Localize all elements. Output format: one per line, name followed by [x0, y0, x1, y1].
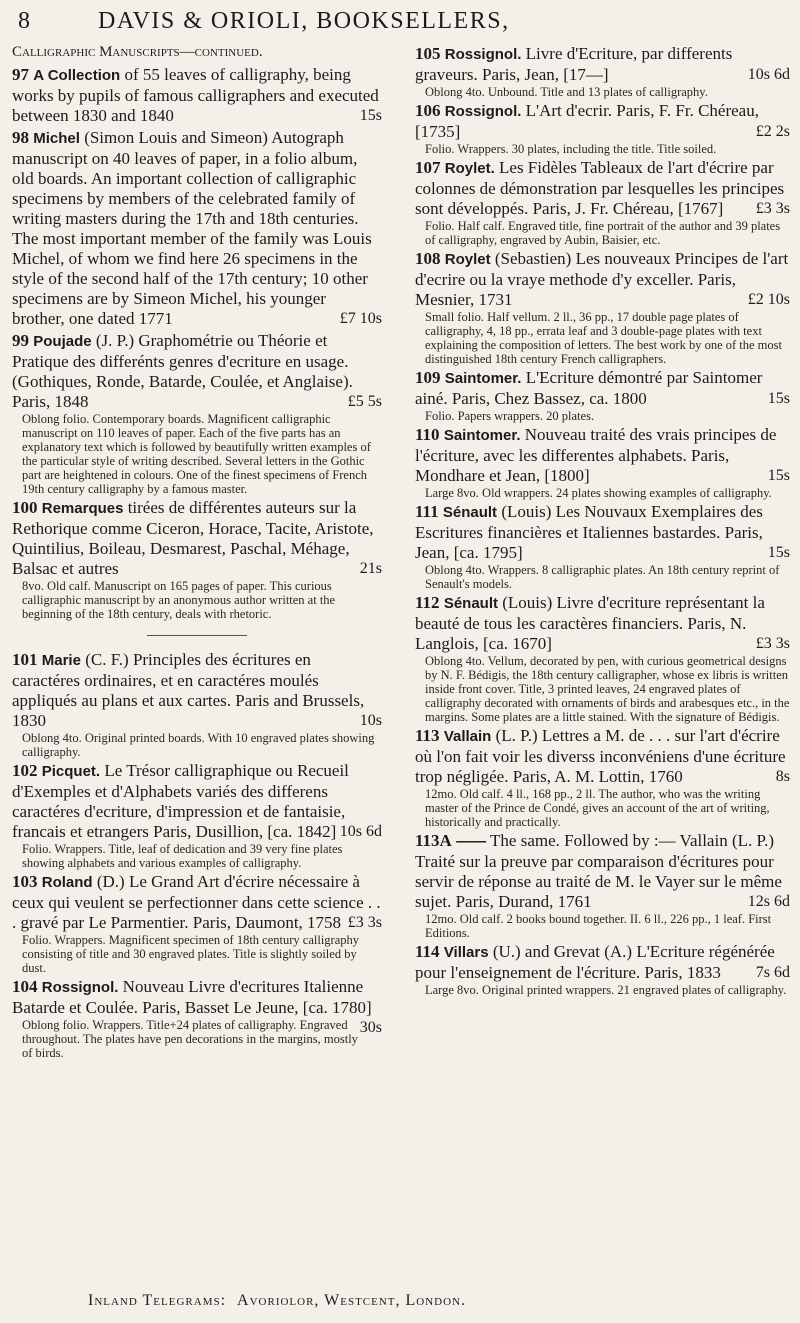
right-column: [415, 44, 790, 999]
catalogue-entry: [12, 872, 382, 975]
entry-lead: [12, 65, 382, 126]
footer-value: Avoriolor, Westcent, London.: [237, 1292, 467, 1309]
entry-price: 15s: [359, 107, 382, 124]
entry-description: 12mo. Old calf. 4 ll., 168 pp., 2 ll. The author, who was the writing master of the Prince de Condé, gives an account of the art of writing, historically and practically.: [425, 787, 770, 829]
entry-description: Oblong 4to. Unbound. Title and 13 plates of calligraphy.: [425, 85, 708, 99]
entry-price: £2 2s: [755, 123, 790, 140]
entry-title: (Louis) Les Nouvaux Exemplaires des Escritures financières et Italiennes bastardes. Paris, Jean, [ca. 1795]: [415, 502, 763, 562]
catalogue-entry: [12, 331, 382, 496]
entry-description: 12mo. Old calf. 2 books bound together. II. 6 ll., 226 pp., 1 leaf. First Editions.: [425, 912, 772, 940]
section-heading: Calligraphic Manuscripts—continued.: [12, 44, 263, 60]
entry-price: 7s 6d: [755, 964, 790, 981]
entry-number: 105: [415, 44, 441, 63]
entry-author: Rossignol.: [444, 103, 522, 120]
entry-number: 103: [12, 872, 38, 891]
catalogue-entry: [415, 831, 790, 940]
entry-description: 8vo. Old calf. Manuscript on 165 pages of paper. This curious calligraphic manuscript by an anonymous author written at the beginning of the 18th century, deals with rhetoric.: [22, 579, 336, 621]
entry-number: 111: [415, 502, 439, 521]
entry-description: Small folio. Half vellum. 2 ll., 36 pp., 17 double page plates of calligraphy, 4, 18 pp., errata leaf and 3 double-page plates with text explaining the composition of letters. The best work by one of the most distinguished 18th century French calligraphers.: [425, 310, 782, 366]
entry-author: Vallain: [443, 728, 492, 745]
running-title: DAVIS & ORIOLI, BOOKSELLERS,: [98, 8, 510, 34]
entry-price: £3 3s: [347, 914, 382, 931]
entry-number: 114: [415, 942, 440, 961]
entry-title: tirées de différentes auteurs sur la Rethorique comme Ciceron, Horace, Tacite, Aristote, Quintilius, Boileau, Desmarest, Paschal, Méhage, Balsac et autres: [12, 498, 374, 578]
entry-author: Roland: [41, 874, 93, 891]
entry-description: Oblong 4to. Wrappers. 8 calligraphic plates. An 18th century reprint of Senault's models.: [425, 563, 780, 591]
entry-description: Large 8vo. Original printed wrappers. 21 engraved plates of calligraphy.: [425, 983, 787, 997]
entry-description: Folio. Wrappers. 30 plates, including the title. Title soiled.: [425, 142, 717, 156]
catalogue-entry: [415, 425, 790, 500]
entry-title: Nouveau traité des vrais principes de l'écriture, avec les differentes alphabets. Paris, Mondhare et Jean, [1800]: [415, 425, 777, 485]
entry-lead: [12, 128, 382, 329]
catalogue-entry: [415, 368, 790, 423]
catalogue-entry: [415, 593, 790, 724]
entry-number: 102: [12, 761, 38, 780]
entry-title: (C. F.) Principles des écritures en caractéres ordinaires, et en caractéres moulés appliqués au plans et aux cartes. Paris and Brussels, 1830: [12, 650, 365, 730]
entry-author: Villars: [443, 944, 489, 961]
catalogue-entry: [415, 726, 790, 829]
entry-title: Les Fidèles Tableaux de l'art d'écrire par colonnes de démonstration par lesquelles les principes sont développés. Paris, J. Fr. Chéreau, [1767]: [415, 158, 785, 218]
entry-lead: [12, 331, 382, 412]
left-entries: [12, 65, 382, 1060]
entry-author: A Collection: [33, 67, 121, 84]
entry-description: Large 8vo. Old wrappers. 24 plates showing examples of calligraphy.: [425, 486, 772, 500]
entry-title: (Simon Louis and Simeon) Autograph manuscript on 40 leaves of paper, in a folio album, old boards. An important collection of calligraphic specimens by members of the celebrated family of writing masters during the 17th and 18th centuries. The most important member of the family was Louis Michel, of whom we find here 26 specimens in the style of the second half of the 17th century; 10 other specimens are by Simeon Michel, his younger brother, one dated 1771: [12, 128, 372, 328]
catalogue-entry: [12, 761, 382, 870]
footer-label: Inland Telegrams:: [88, 1292, 227, 1309]
entry-title: (Sebastien) Les nouveaux Principes de l'art d'ecrire ou la vraye methode d'y exceller. Paris, Mesnier, 1731: [415, 249, 789, 309]
catalogue-entry: [12, 65, 382, 126]
left-column: [12, 44, 382, 1062]
entry-number: 112: [415, 593, 440, 612]
entry-number: 109: [415, 368, 441, 387]
entry-lead: [12, 977, 382, 1036]
entry-lead: [415, 831, 790, 912]
entry-author: Roylet: [444, 251, 491, 268]
entry-author: ——: [456, 833, 487, 850]
entry-price: 8s: [775, 768, 790, 785]
entry-lead: [12, 761, 382, 842]
entry-author: Roylet.: [444, 160, 495, 177]
entry-author: Picquet.: [41, 763, 101, 780]
entry-author: Michel: [33, 130, 80, 147]
entry-title: (U.) and Grevat (A.) L'Ecriture régénérée pour l'enseignement de l'écriture. Paris, 1833: [415, 942, 775, 982]
entry-author: Sénault: [442, 504, 498, 521]
entry-author: Saintomer.: [443, 427, 521, 444]
entry-title: (J. P.) Graphométrie ou Théorie et Pratique des differénts genres d'ecriture en usage. (Gothiques, Ronde, Batarde, Coulée, et Anglaise). Paris, 1848: [12, 331, 353, 411]
entry-price: 21s: [359, 560, 382, 577]
entry-price: 15s: [767, 544, 790, 561]
entry-lead: [12, 498, 382, 579]
entry-lead: [415, 942, 790, 983]
entry-author: Poujade: [33, 333, 92, 350]
entry-lead: [415, 44, 790, 85]
entry-price: £5 5s: [347, 393, 382, 410]
entry-description: Folio. Papers wrappers. 20 plates.: [425, 409, 595, 423]
catalogue-entry: [12, 650, 382, 759]
catalogue-entry: [415, 44, 790, 99]
entry-title: (D.) Le Grand Art d'écrire nécessaire à ceux qui veulent se perfectionner dans cette science . . . gravé par Le Parmentier. Paris, Daumont, 1758: [12, 872, 381, 932]
entry-number: 99: [12, 331, 29, 350]
catalogue-entry: [415, 158, 790, 247]
page-header: [18, 8, 782, 36]
entry-author: Sénault: [443, 595, 498, 612]
entry-price: 15s: [767, 390, 790, 407]
entry-lead: [415, 158, 790, 219]
page-footer: [18, 1292, 782, 1310]
entry-number: 101: [12, 650, 38, 669]
entry-author: Saintomer.: [444, 370, 522, 387]
entry-price: £7 10s: [339, 310, 382, 327]
entry-price: £3 3s: [755, 200, 790, 217]
entry-price: £2 10s: [747, 291, 790, 308]
entry-price: 15s: [767, 467, 790, 484]
entry-lead: [415, 593, 790, 654]
entry-number: 98: [12, 128, 29, 147]
entry-title: L'Art d'ecrir. Paris, F. Fr. Chéreau, [1735]: [415, 101, 759, 141]
catalogue-entry: [12, 128, 382, 329]
section-divider: [147, 635, 247, 636]
catalogue-entry: [415, 101, 790, 156]
entry-number: 108: [415, 249, 441, 268]
entry-number: 110: [415, 425, 440, 444]
entry-number: 104: [12, 977, 38, 996]
entry-description: Folio. Wrappers. Title, leaf of dedication and 39 very fine plates showing alphabets and various examples of calligraphy.: [22, 842, 343, 870]
entry-author: Marie: [41, 652, 81, 669]
entry-title: The same. Followed by :— Vallain (L. P.) Traité sur la preuve par comparaison d'écritures pour servir de réponse au traité de M. le Vayer sur le même sujet. Paris, Durand, 1761: [415, 831, 782, 911]
entry-number: 113: [415, 726, 440, 745]
catalogue-entry: [12, 498, 382, 621]
entry-price: 10s: [359, 712, 382, 729]
entry-lead: [415, 368, 790, 409]
catalogue-entry: [415, 502, 790, 591]
entry-lead: [415, 249, 790, 310]
entry-description: Oblong 4to. Original printed boards. With 10 engraved plates showing calligraphy.: [22, 731, 375, 759]
right-entries: [415, 44, 790, 997]
entry-description: Folio. Half calf. Engraved title, fine portrait of the author and 39 plates of calligraphy, engraved by Aubin, Baisier, etc.: [425, 219, 781, 247]
entry-description: Folio. Wrappers. Magnificent specimen of 18th century calligraphy consisting of title and 30 engraved plates. Title is slightly soiled by dust.: [22, 933, 360, 975]
entry-title: of 55 leaves of calligraphy, being works by pupils of famous calligraphers and executed between 1830 and 1840: [12, 65, 379, 125]
entry-author: Rossignol.: [444, 46, 522, 63]
entry-number: 100: [12, 498, 38, 517]
entry-price: 10s 6d: [339, 823, 382, 840]
entry-author: Rossignol.: [41, 979, 119, 996]
entry-lead: [415, 425, 790, 486]
entry-price: 12s 6d: [747, 893, 790, 910]
catalogue-entry: [12, 977, 382, 1060]
entry-title: Nouveau Livre d'ecritures Italienne Batarde et Coulée. Paris, Basset Le Jeune, [ca. 1780]: [12, 977, 372, 1017]
entry-title: L'Ecriture démontré par Saintomer ainé. Paris, Chez Bassez, ca. 1800: [415, 368, 763, 408]
entry-number: 107: [415, 158, 441, 177]
entry-number: 106: [415, 101, 441, 120]
entry-number: 97: [12, 65, 29, 84]
entry-title: Le Trésor calligraphique ou Recueil d'Exemples et d'Alphabets variés des differens caractéres d'ecriture, d'impression et de fantaisie, francais et etrangers Paris, Dusillion, [ca. 1842]: [12, 761, 349, 841]
entry-lead: [12, 650, 382, 731]
entry-price: 10s 6d: [747, 66, 790, 83]
page-number: 8: [18, 8, 32, 34]
entry-title: (Louis) Livre d'ecriture représentant la beauté de tous les caractères financiers. Paris, N. Langlois, [ca. 1670]: [415, 593, 765, 653]
entry-lead: [415, 726, 790, 787]
entry-lead: [415, 502, 790, 563]
entry-description: Oblong folio. Wrappers. Title+24 plates of calligraphy. Engraved throughout. The plates have pen decorations in the margins, mostly of birds.: [22, 1018, 358, 1060]
entry-price: 30s: [359, 1019, 382, 1036]
entry-number: 113A: [415, 831, 452, 850]
entry-price: £3 3s: [755, 635, 790, 652]
entry-author: Remarques: [41, 500, 124, 517]
catalogue-entry: [415, 249, 790, 366]
entry-description: Oblong folio. Contemporary boards. Magnificent calligraphic manuscript on 110 leaves of paper. Each of the five parts has an explanatory text which is followed by beautifully written examples of the particular style of writing described. Several letters in the Gothic part are heightened in colours. One of the finest specimens of French 19th century calligraphy by a famous master.: [22, 412, 371, 496]
entry-lead: [12, 872, 382, 933]
entry-title: Livre d'Ecriture, par differents graveurs. Paris, Jean, [17—]: [415, 44, 733, 84]
catalogue-entry: [415, 942, 790, 997]
entry-lead: [415, 101, 790, 142]
entry-title: (L. P.) Lettres a M. de . . . sur l'art d'écrire où l'on fait voir les diverss inconvéniens d'une écriture trop négligée. Paris, A. M. Lottin, 1760: [415, 726, 786, 786]
entry-description: Oblong 4to. Vellum, decorated by pen, with curious geometrical designs by N. F. Bédigis, the 18th century calligrapher, whose ex libris is written inside front cover. Title, 3 printed leaves, 24 engraved plates of calligraphy decorated with ornaments of birds and arabesques etc., in the margins. Some plates are a little stained. With the signature of Bédigis.: [425, 654, 790, 724]
